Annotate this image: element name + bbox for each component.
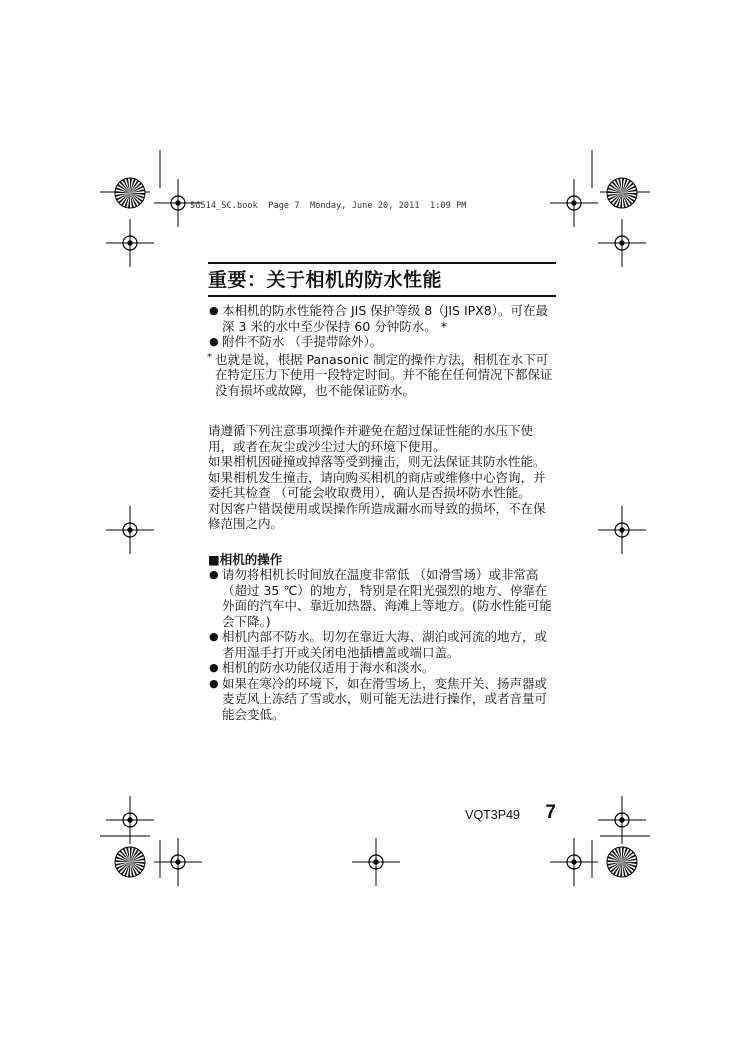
crosshair-icon	[550, 179, 598, 227]
crosshair-icon	[106, 219, 154, 267]
section-bullet	[208, 629, 556, 660]
caution-paragraphs	[208, 423, 556, 532]
page-number: 7	[545, 802, 556, 823]
intro-bullet-text: 本相机的防水性能符合 JIS 保护等级 8（JIS IPX8）。可在最深 3 米的水中至少保持 60 分钟防水。 *	[222, 303, 548, 334]
crosshair-icon	[352, 838, 400, 886]
footnote-text: 也就是说，根据 Panasonic 制定的操作方法，相机在水下可在特定压力下使用一段特定时间。并不能在任何情况下都保证没有损坏或故障，也不能保证防水。	[215, 351, 553, 398]
intro-bullet	[208, 303, 556, 334]
page-footer	[440, 800, 556, 824]
crosshair-icon	[106, 796, 154, 844]
starburst-icon	[607, 847, 637, 877]
crosshair-icon	[106, 506, 154, 554]
crosshair-icon	[598, 796, 646, 844]
bullet-icon: ●	[209, 335, 219, 348]
paragraph: 请遵循下列注意事项操作并避免在超过保证性能的水压下使用，或者在灰尘或沙尘过大的环境下使用。	[208, 423, 534, 454]
page-content	[208, 262, 556, 722]
section-bullet	[208, 660, 556, 676]
title-bar	[208, 262, 556, 297]
page-title: 重要：关于相机的防水性能	[208, 269, 443, 291]
paragraph: 如果相机因碰撞或掉落等受到撞击，则无法保证其防水性能。	[208, 454, 546, 469]
bullet-icon: ●	[209, 304, 219, 317]
section-bullet	[208, 676, 556, 723]
crosshair-icon	[550, 838, 598, 886]
camera-handling-section	[208, 552, 556, 723]
starburst-icon	[115, 178, 145, 208]
crosshair-icon	[598, 219, 646, 267]
model-code: VQT3P49	[465, 808, 520, 822]
bullet-icon: ●	[209, 568, 219, 581]
starburst-icon	[115, 847, 145, 877]
bullet-icon: ●	[209, 676, 219, 690]
section-bullet	[208, 567, 556, 629]
crosshair-icon	[598, 506, 646, 554]
footnote	[208, 352, 556, 399]
section-bullet-text: 相机内部不防水。切勿在靠近大海、湖泊或河流的地方，或者用湿手打开或关闭电池插槽盖或端口盖。	[222, 629, 548, 660]
section-bullet-text: 如果在寒冷的环境下，如在滑雪场上，变焦开关、扬声器或麦克风上冻结了雪或水，则可能无法进行操作，或者音量可能会变低。	[222, 675, 548, 722]
section-bullet-text: 请勿将相机长时间放在温度非常低 （如滑雪场）或非常高（超过 35 ℃）的地方，特别是在阳光强烈的地方、停靠在外面的汽车中、靠近加热器、海滩上等地方。(防水性能可能会下降。)	[222, 567, 552, 629]
crosshair-icon	[154, 838, 202, 886]
paragraph: 如果相机发生撞击，请向购买相机的商店或维修中心咨询，并委托其检查 （可能会收取费用），确认是否损坏防水性能。	[208, 469, 546, 500]
book-info-header: SG514_SC.book Page 7 Monday, June 20, 2011 1:09 PM	[190, 201, 467, 211]
section-heading: ■相机的操作	[208, 551, 283, 567]
section-bullet-text: 相机的防水功能仅适用于海水和淡水。	[222, 660, 435, 675]
intro-bullet	[208, 334, 556, 350]
starburst-icon	[607, 178, 637, 208]
bullet-icon: ●	[209, 630, 219, 643]
footnote-mark: *	[207, 351, 212, 363]
paragraph: 对因客户错误使用或误操作所造成漏水而导致的损坏，不在保修范围之内。	[208, 500, 546, 531]
intro-bullet-text: 附件不防水 （手提带除外）。	[222, 334, 383, 349]
intro-bullets	[208, 303, 556, 350]
bullet-icon: ●	[209, 661, 219, 674]
